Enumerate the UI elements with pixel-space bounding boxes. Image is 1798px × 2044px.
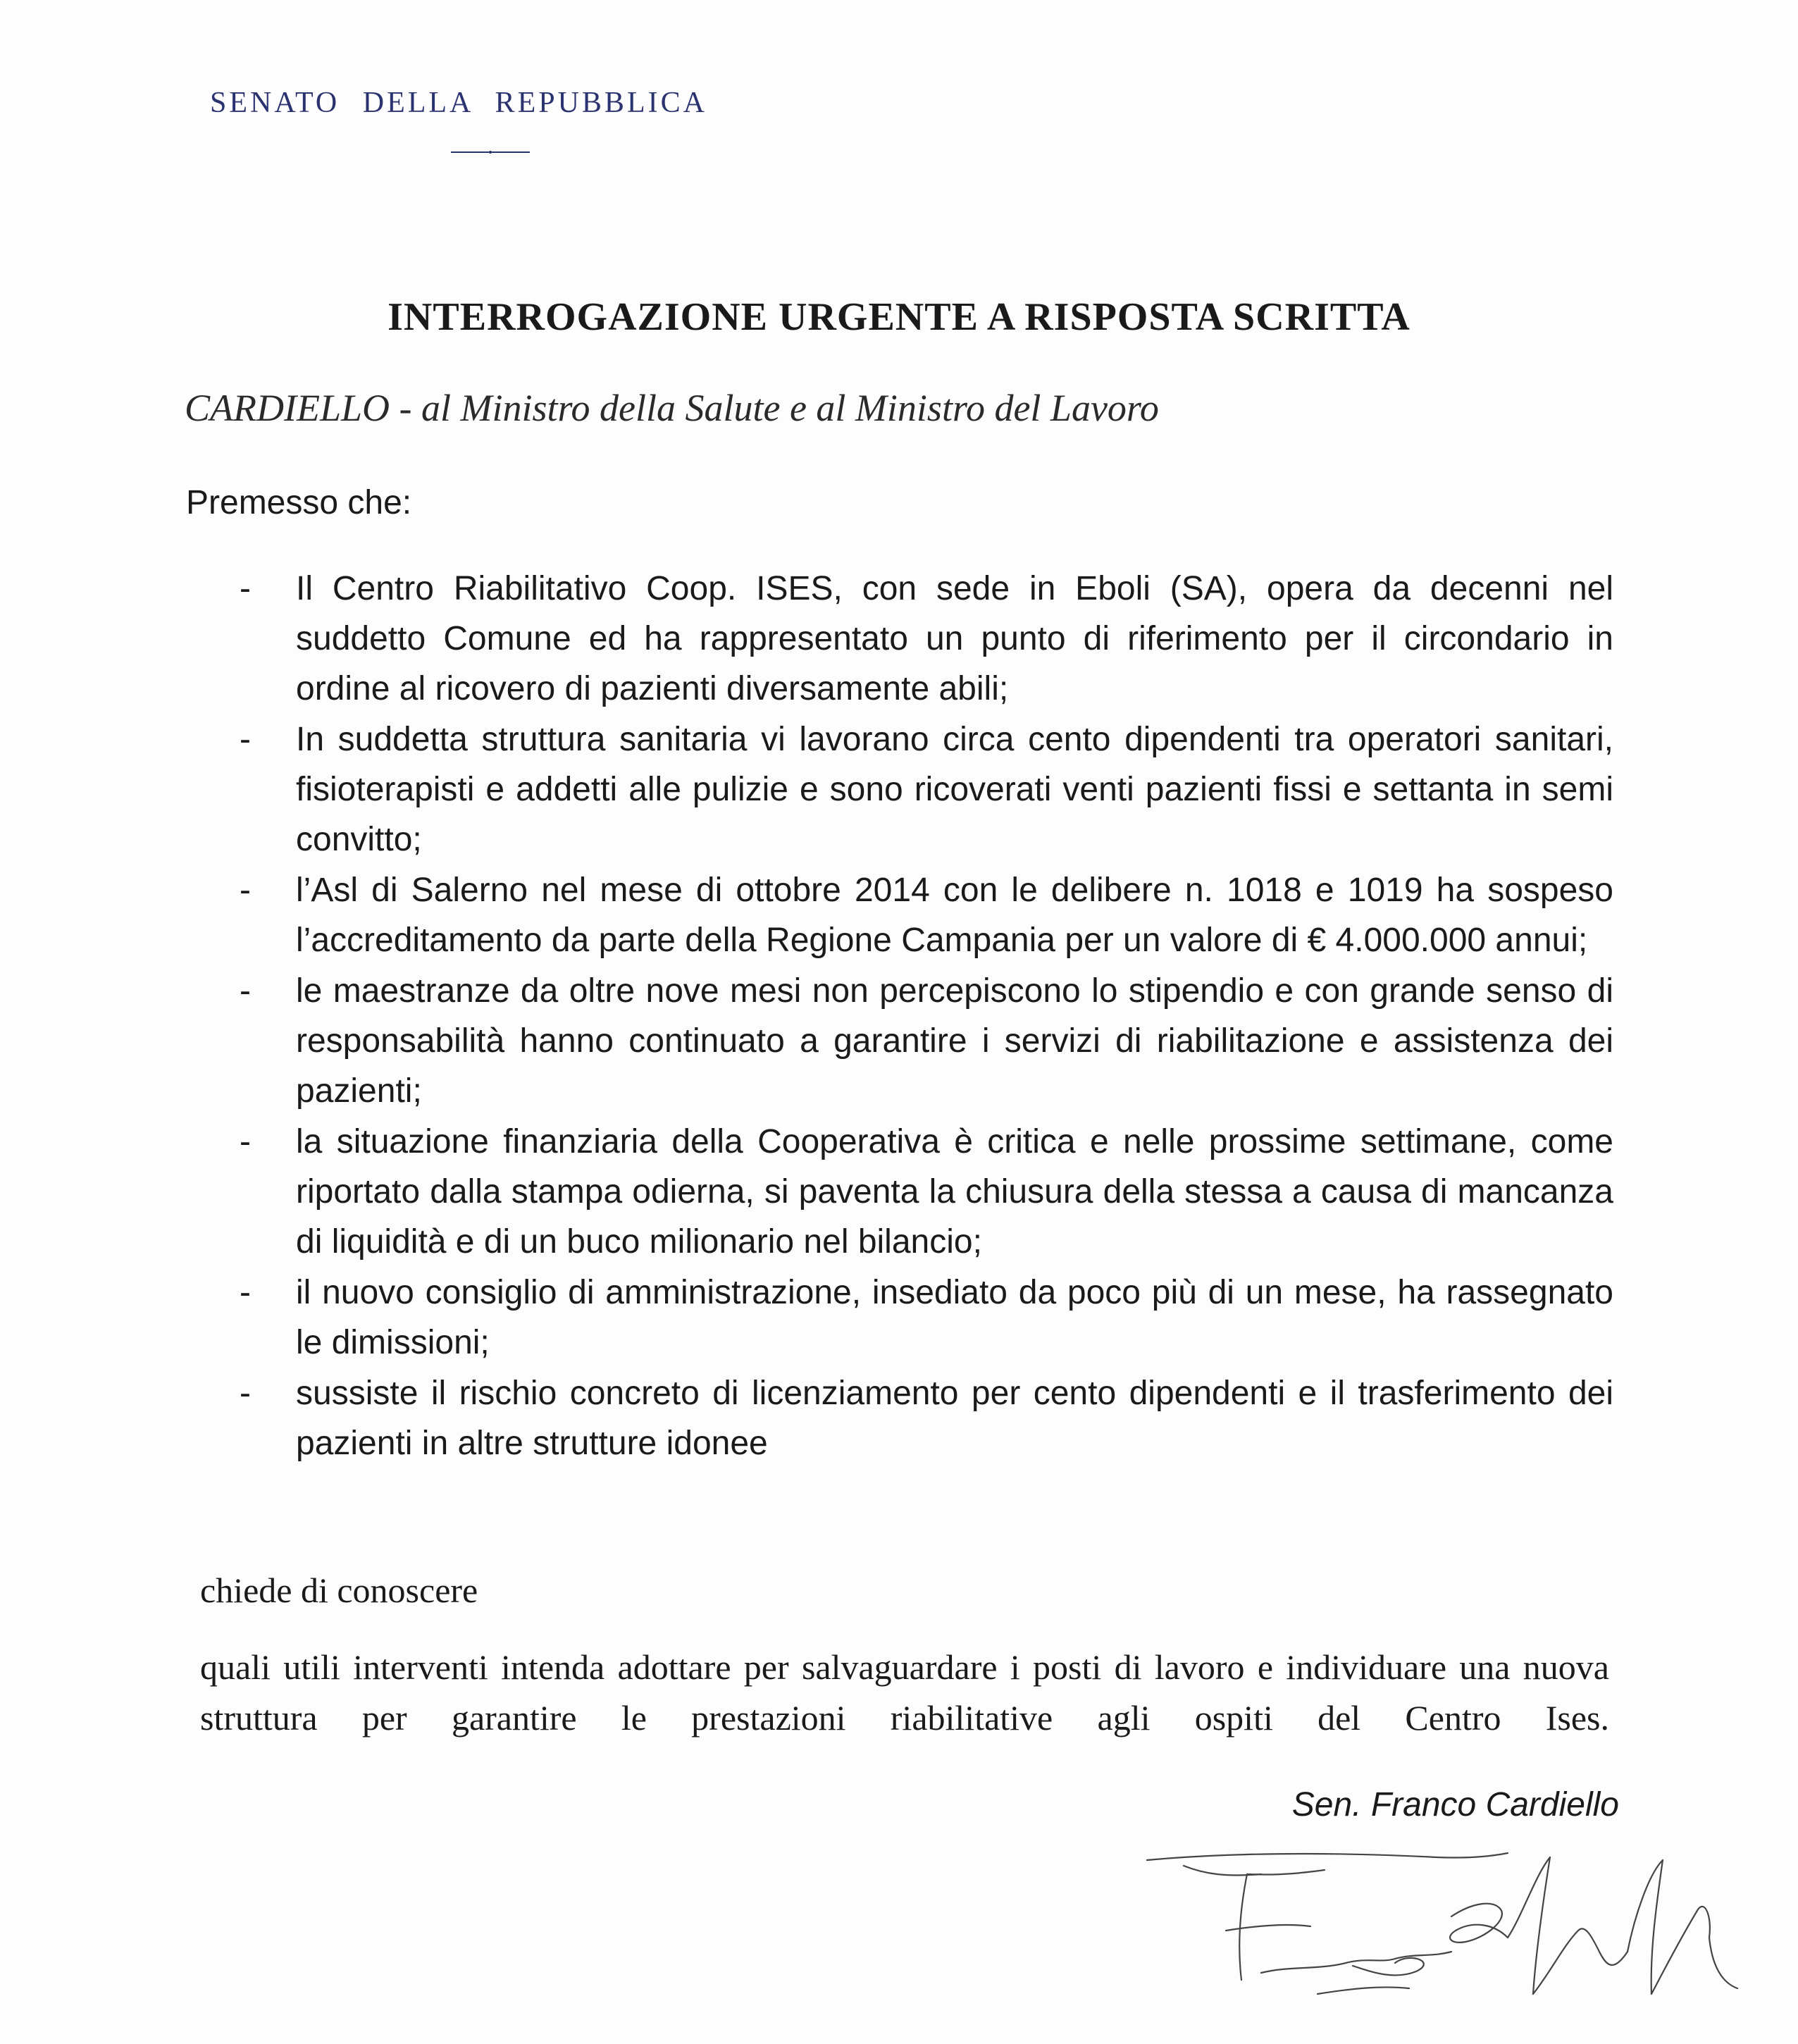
premise-item <box>240 966 1613 1116</box>
premise-text: l’Asl di Salerno nel mese di ottobre 2014 con le delibere n. 1018 e 1019 ha sospeso l’accreditamento da parte della Regione Campania per un valore di € 4.000.000 annui; <box>296 872 1613 959</box>
premise-item <box>240 1268 1613 1368</box>
document-title: INTERROGAZIONE URGENTE A RISPOSTA SCRITTA <box>388 295 1410 339</box>
premise-dash: - <box>240 1123 251 1160</box>
premise-dash: - <box>240 721 251 758</box>
request-body: quali utili interventi intenda adottare per salvaguardare i posti di lavoro e individuare una nuova struttura per garantire le prestazioni riabilitative agli ospiti del Centro Ises. <box>200 1647 1609 1738</box>
premise-dash: - <box>240 1274 251 1311</box>
premise-item <box>240 1368 1613 1468</box>
premise-intro: Premesso che: <box>186 484 412 521</box>
premise-text: In suddetta struttura sanitaria vi lavorano circa cento dipendenti tra operatori sanitari, fisioterapisti e addetti alle pulizie e sono ricoverati venti pazienti fissi e settanta in semi convitto; <box>296 721 1613 858</box>
premise-dash: - <box>240 872 251 909</box>
premise-text: la situazione finanziaria della Cooperativa è critica e nelle prossime settimane, come riportato dalla stampa odierna, si paventa la chiusura della stessa a causa di mancanza di liquidità e di un buco milionario nel bilancio; <box>296 1123 1613 1261</box>
premise-dash: - <box>240 972 251 1010</box>
document-addressee: CARDIELLO - al Ministro della Salute e al Ministro del Lavoro <box>185 387 1159 429</box>
premise-item <box>240 714 1613 865</box>
premises-list <box>240 564 1613 1469</box>
premise-item <box>240 865 1613 965</box>
premise-text: il nuovo consiglio di amministrazione, insediato da poco più di un mese, ha rassegnato le dimissioni; <box>296 1274 1613 1361</box>
letterhead-ornament <box>451 151 530 154</box>
letterhead-organization: SENATO DELLA REPUBBLICA <box>210 87 707 119</box>
premise-text: le maestranze da oltre nove mesi non percepiscono lo stipendio e con grande senso di responsabilità hanno continuato a garantire i servizi di riabilitazione e assistenza dei pazienti; <box>296 972 1613 1110</box>
premise-dash: - <box>240 570 251 607</box>
premise-text: sussiste il rischio concreto di licenziamento per cento dipendenti e il trasferimento dei pazienti in altre strutture idonee <box>296 1375 1613 1462</box>
signatory-name: Sen. Franco Cardiello <box>1291 1786 1619 1823</box>
premise-dash: - <box>240 1375 251 1412</box>
premise-item <box>240 1117 1613 1267</box>
request-intro: chiede di conoscere <box>200 1571 478 1610</box>
handwritten-signature <box>1141 1832 1747 2022</box>
premise-text: Il Centro Riabilitativo Coop. ISES, con sede in Eboli (SA), opera da decenni nel suddetto Comune ed ha rappresentato un punto di riferimento per il circondario in ordine al ricovero di pazienti diversamente abili; <box>296 570 1613 707</box>
premise-item <box>240 564 1613 714</box>
